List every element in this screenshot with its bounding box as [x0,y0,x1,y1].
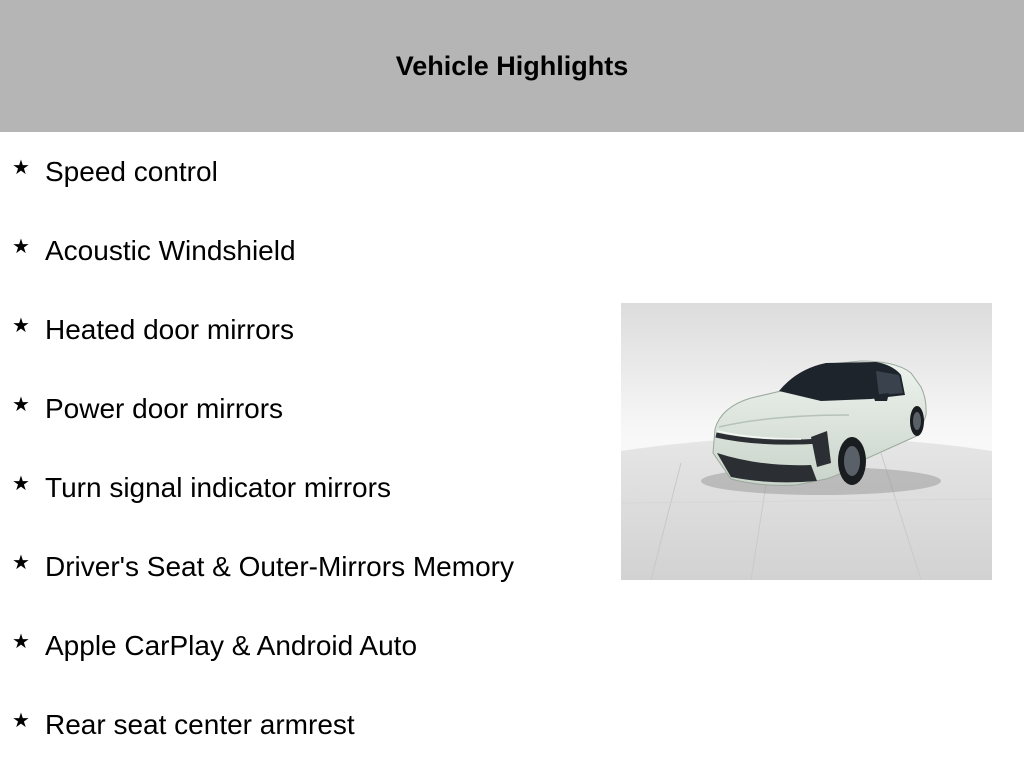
page-title: Vehicle Highlights [395,50,629,81]
highlight-label: Driver's Seat & Outer-Mirrors Memory [45,551,514,582]
list-item [12,468,391,508]
star-icon: ★ [12,552,30,574]
highlight-label: Heated door mirrors [45,314,294,345]
highlight-label: Speed control [45,156,218,187]
list-item [12,626,417,666]
header-banner [0,0,1024,132]
highlight-label: Apple CarPlay & Android Auto [45,630,418,661]
star-icon: ★ [12,631,30,653]
star-icon: ★ [12,236,30,258]
star-icon: ★ [12,315,30,337]
star-icon: ★ [12,473,30,495]
list-item [12,310,294,350]
highlight-label: Power door mirrors [45,393,284,424]
highlight-label: Turn signal indicator mirrors [45,472,391,503]
vehicle-photo [621,303,992,580]
list-item [12,231,296,271]
list-item [12,152,218,192]
star-icon: ★ [12,157,30,179]
star-icon: ★ [12,710,30,732]
highlight-label: Rear seat center armrest [45,709,355,740]
list-item [12,389,283,429]
list-item [12,705,355,745]
list-item [12,547,514,587]
highlight-label: Acoustic Windshield [45,235,296,266]
star-icon: ★ [12,394,30,416]
